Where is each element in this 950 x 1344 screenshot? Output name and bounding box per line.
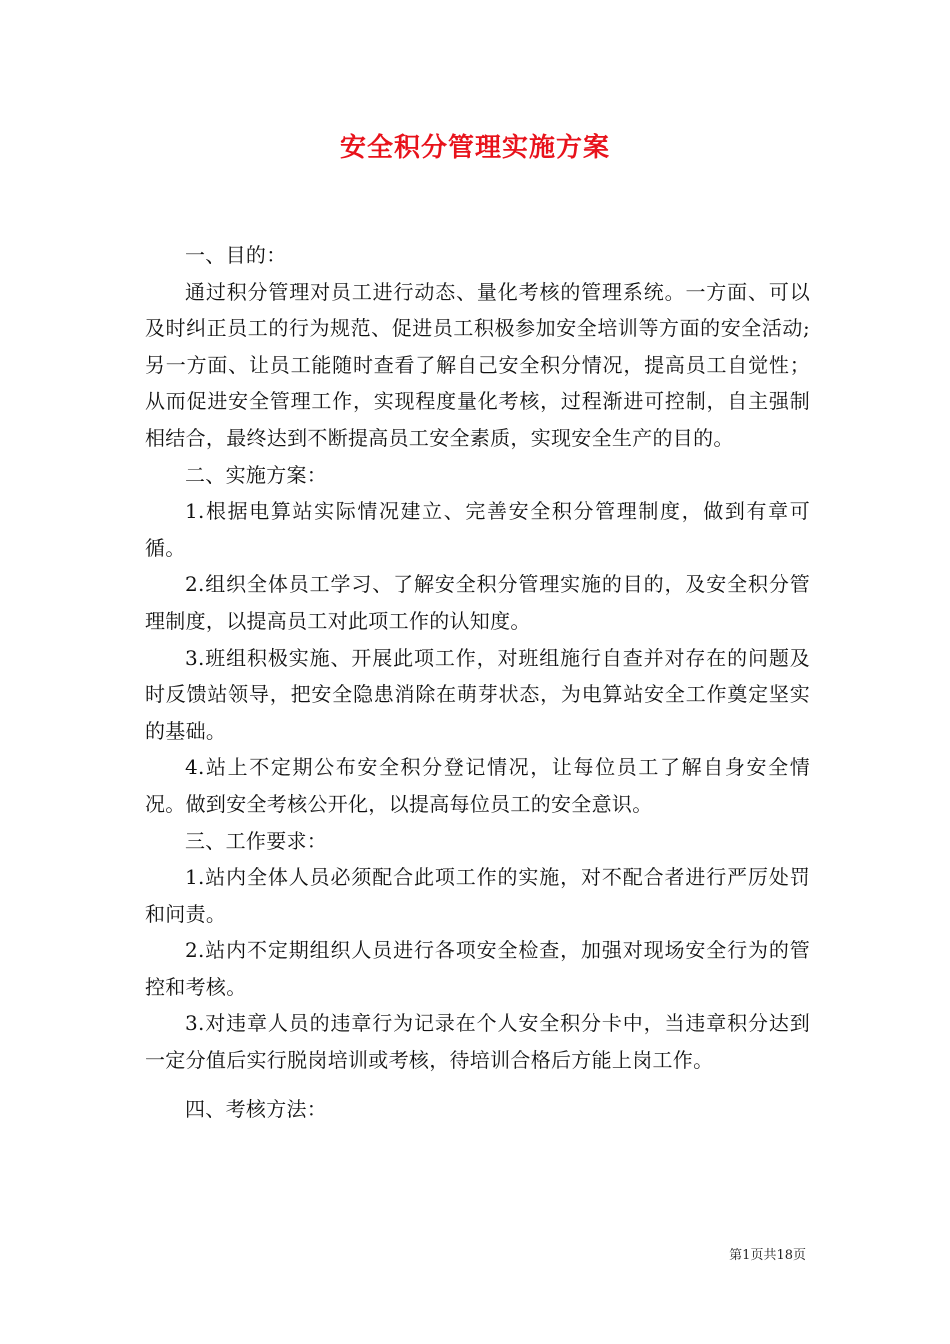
section-heading-requirements: 三、工作要求： — [185, 828, 328, 853]
page-number: 第1页共18页 — [729, 1248, 806, 1263]
section-heading-assessment: 四、考核方法： — [185, 1096, 328, 1121]
paragraph-plan-2: 2.组织全体员工学习、了解安全积分管理实施的目的，及安全积分管理制度，以提高员工对此项工作的认知度。 — [145, 572, 810, 633]
paragraph-plan-4: 4.站上不定期公布安全积分登记情况，让每位员工了解自身安全情况。做到安全考核公开化，以提高每位员工的安全意识。 — [145, 755, 810, 816]
paragraph-requirement-3: 3.对违章人员的违章行为记录在个人安全积分卡中，当违章积分达到一定分值后实行脱岗培训或考核，待培训合格后方能上岗工作。 — [145, 1011, 810, 1073]
section-heading-plan: 二、实施方案： — [185, 462, 328, 487]
paragraph-requirement-2: 2.站内不定期组织人员进行各项安全检查，加强对现场安全行为的管控和考核。 — [145, 938, 810, 999]
paragraph-requirement-1: 1.站内全体人员必须配合此项工作的实施，对不配合者进行严厉处罚和问责。 — [145, 865, 810, 926]
section-heading-purpose: 一、目的： — [185, 243, 287, 267]
paragraph-plan-1: 1.根据电算站实际情况建立、完善安全积分管理制度，做到有章可循。 — [145, 499, 810, 560]
document-body — [145, 237, 810, 1127]
paragraph-plan-3: 3.班组积极实施、开展此项工作，对班组施行自查并对存在的问题及时反馈站领导，把安全隐患消除在萌芽状态，为电算站安全工作奠定坚实的基础。 — [145, 645, 810, 743]
document-title: 安全积分管理实施方案 — [339, 133, 610, 163]
paragraph-purpose: 通过积分管理对员工进行动态、量化考核的管理系统。一方面、可以及时纠正员工的行为规范、促进员工积极参加安全培训等方面的安全活动;另一方面、让员工能随时查看了解自己安全积分情况，提高员工自觉性；从而促进安全管理工作，实现程度量化考核，过程渐进可控制，自主强制相结合，最终达到不断提高员工安全素质，实现安全生产的目的。 — [145, 279, 810, 450]
